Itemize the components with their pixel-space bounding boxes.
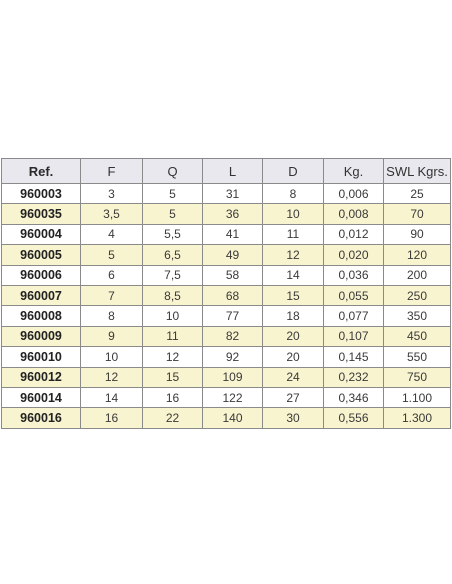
cell-kg: 0,556 [324, 408, 384, 428]
header-row [2, 159, 451, 184]
cell-d: 8 [263, 184, 324, 204]
cell-l: 77 [203, 306, 263, 326]
cell-kg: 0,012 [324, 224, 384, 244]
header-f: F [81, 159, 143, 184]
cell-f: 3,5 [81, 204, 143, 224]
cell-swl: 1.300 [384, 408, 451, 428]
cell-ref: 960010 [2, 347, 81, 367]
header-l: L [203, 159, 263, 184]
table-row [2, 408, 451, 428]
cell-kg: 0,020 [324, 245, 384, 265]
cell-l: 92 [203, 347, 263, 367]
cell-d: 27 [263, 387, 324, 407]
cell-q: 5 [143, 204, 203, 224]
cell-swl: 90 [384, 224, 451, 244]
cell-l: 36 [203, 204, 263, 224]
cell-l: 41 [203, 224, 263, 244]
table-header [2, 159, 451, 184]
table-row [2, 224, 451, 244]
table-row [2, 367, 451, 387]
cell-kg: 0,036 [324, 265, 384, 285]
cell-kg: 0,077 [324, 306, 384, 326]
cell-ref: 960005 [2, 245, 81, 265]
cell-l: 140 [203, 408, 263, 428]
cell-d: 18 [263, 306, 324, 326]
header-ref: Ref. [2, 159, 81, 184]
cell-ref: 960008 [2, 306, 81, 326]
cell-q: 5,5 [143, 224, 203, 244]
cell-d: 20 [263, 326, 324, 346]
cell-q: 8,5 [143, 285, 203, 305]
cell-swl: 550 [384, 347, 451, 367]
cell-ref: 960006 [2, 265, 81, 285]
cell-f: 8 [81, 306, 143, 326]
cell-q: 5 [143, 184, 203, 204]
header-q: Q [143, 159, 203, 184]
cell-ref: 960016 [2, 408, 81, 428]
cell-kg: 0,055 [324, 285, 384, 305]
cell-f: 7 [81, 285, 143, 305]
table-row [2, 387, 451, 407]
cell-q: 12 [143, 347, 203, 367]
cell-q: 22 [143, 408, 203, 428]
cell-ref: 960014 [2, 387, 81, 407]
cell-swl: 200 [384, 265, 451, 285]
cell-ref: 960007 [2, 285, 81, 305]
cell-kg: 0,346 [324, 387, 384, 407]
table-row [2, 306, 451, 326]
cell-d: 10 [263, 204, 324, 224]
cell-f: 12 [81, 367, 143, 387]
cell-f: 16 [81, 408, 143, 428]
cell-l: 82 [203, 326, 263, 346]
cell-swl: 350 [384, 306, 451, 326]
specification-table [1, 158, 451, 429]
cell-q: 6,5 [143, 245, 203, 265]
cell-ref: 960035 [2, 204, 81, 224]
cell-swl: 120 [384, 245, 451, 265]
cell-f: 9 [81, 326, 143, 346]
cell-f: 10 [81, 347, 143, 367]
header-kg: Kg. [324, 159, 384, 184]
cell-q: 11 [143, 326, 203, 346]
cell-l: 122 [203, 387, 263, 407]
cell-f: 3 [81, 184, 143, 204]
cell-l: 109 [203, 367, 263, 387]
cell-l: 58 [203, 265, 263, 285]
cell-d: 12 [263, 245, 324, 265]
cell-ref: 960012 [2, 367, 81, 387]
cell-swl: 250 [384, 285, 451, 305]
table-row [2, 285, 451, 305]
cell-l: 49 [203, 245, 263, 265]
cell-f: 14 [81, 387, 143, 407]
cell-f: 4 [81, 224, 143, 244]
cell-ref: 960003 [2, 184, 81, 204]
cell-kg: 0,145 [324, 347, 384, 367]
table-row [2, 265, 451, 285]
cell-ref: 960004 [2, 224, 81, 244]
header-d: D [263, 159, 324, 184]
cell-q: 7,5 [143, 265, 203, 285]
cell-d: 20 [263, 347, 324, 367]
cell-kg: 0,107 [324, 326, 384, 346]
cell-q: 16 [143, 387, 203, 407]
cell-d: 11 [263, 224, 324, 244]
table-row [2, 347, 451, 367]
cell-swl: 750 [384, 367, 451, 387]
table-row [2, 184, 451, 204]
cell-f: 5 [81, 245, 143, 265]
table-body [2, 184, 451, 429]
cell-l: 68 [203, 285, 263, 305]
cell-swl: 25 [384, 184, 451, 204]
cell-kg: 0,006 [324, 184, 384, 204]
cell-f: 6 [81, 265, 143, 285]
cell-swl: 1.100 [384, 387, 451, 407]
cell-q: 15 [143, 367, 203, 387]
cell-kg: 0,008 [324, 204, 384, 224]
cell-l: 31 [203, 184, 263, 204]
table-row [2, 326, 451, 346]
cell-ref: 960009 [2, 326, 81, 346]
cell-d: 30 [263, 408, 324, 428]
cell-d: 15 [263, 285, 324, 305]
cell-d: 24 [263, 367, 324, 387]
cell-q: 10 [143, 306, 203, 326]
cell-d: 14 [263, 265, 324, 285]
table-row [2, 245, 451, 265]
cell-kg: 0,232 [324, 367, 384, 387]
table-row [2, 204, 451, 224]
header-swl: SWL Kgrs. [384, 159, 451, 184]
cell-swl: 70 [384, 204, 451, 224]
cell-swl: 450 [384, 326, 451, 346]
